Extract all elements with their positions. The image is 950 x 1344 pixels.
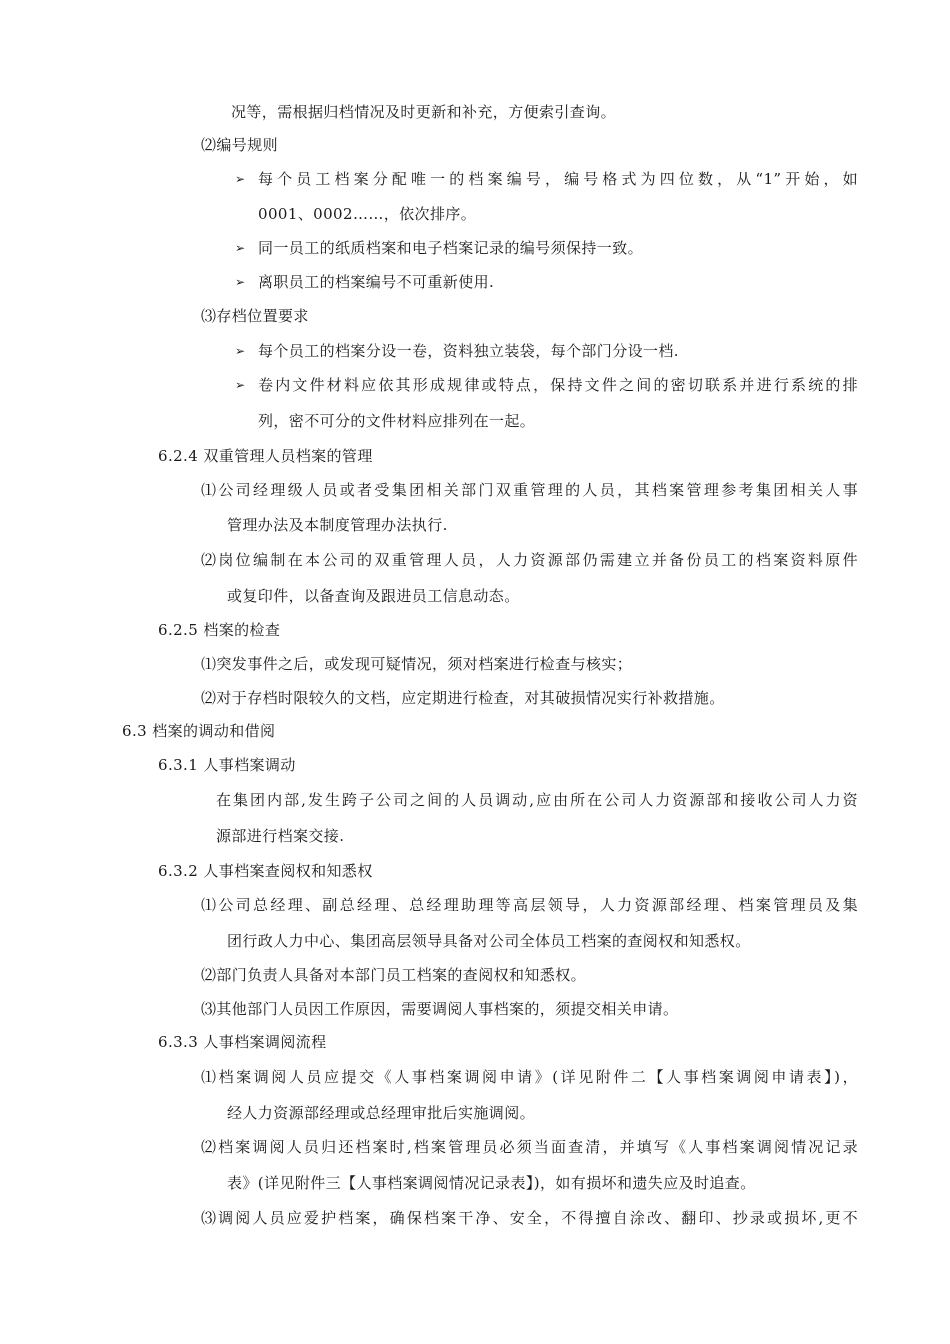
section-heading: 6.3.2 人事档案查阅权和知悉权 [158,862,373,880]
paragraph-line: 源部进行档案交接. [216,827,345,845]
bullet-line: 列，密不可分的文件材料应排列在一起。 [258,412,536,430]
subsection-heading: ⑵编号规则 [201,136,279,154]
arrow-bullet-icon: ➢ [235,241,246,255]
section-heading: 6.3.1 人事档案调动 [158,756,296,774]
arrow-bullet-icon: ➢ [235,344,246,358]
paragraph-line: ⑵岗位编制在本公司的双重管理人员，人力资源部仍需建立并备份员工的档案资料原件 [201,551,858,569]
arrow-bullet-icon: ➢ [235,275,246,289]
bullet-line: 卷内文件材料应依其形成规律或特点，保持文件之间的密切联系并进行系统的排 [258,376,858,394]
bullet-line: 每个员工的档案分设一卷，资料独立装袋，每个部门分设一档. [258,342,679,360]
paragraph-line: 管理办法及本制度管理办法执行. [227,516,448,534]
section-heading: 6.2.4 双重管理人员档案的管理 [158,447,373,465]
paragraph-line: 或复印件，以备查询及跟进员工信息动态。 [227,587,520,605]
paragraph-line: ⑶其他部门人员因工作原因，需要调阅人事档案的，须提交相关申请。 [201,1000,679,1018]
arrow-bullet-icon: ➢ [235,378,246,392]
section-heading: 6.3.3 人事档案调阅流程 [158,1033,327,1051]
paragraph-line: ⑴公司经理级人员或者受集团相关部门双重管理的人员，其档案管理参考集团相关人事 [201,481,858,499]
paragraph-line: 团行政人力中心、集团高层领导具备对公司全体员工档案的查阅权和知悉权。 [227,932,751,950]
arrow-bullet-icon: ➢ [235,172,246,186]
paragraph-line: ⑵档案调阅人员归还档案时,档案管理员必须当面查清，并填写《人事档案调阅情况记录 [201,1138,858,1156]
paragraph-line: ⑴档案调阅人员应提交《人事档案调阅申请》(详见附件二【人事档案调阅申请表】)， [201,1068,858,1086]
paragraph-line: ⑶调阅人员应爱护档案，确保档案干净、安全，不得擅自涂改、翻印、抄录或损坏,更不 [201,1209,858,1227]
paragraph-line: ⑴公司总经理、副总经理、总经理助理等高层领导，人力资源部经理、档案管理员及集 [201,896,858,914]
chapter-heading: 6.3 档案的调动和借阅 [122,722,276,740]
bullet-line: 同一员工的纸质档案和电子档案记录的编号须保持一致。 [258,239,644,257]
paragraph-line: 经人力资源部经理或总经理审批后实施调阅。 [227,1104,536,1122]
paragraph-line: ⑵部门负责人具备对本部门员工档案的查阅权和知悉权。 [201,966,587,984]
paragraph-line: 表》(详见附件三【人事档案调阅情况记录表】)，如有损坏和遗失应及时追查。 [227,1174,756,1192]
paragraph-line: ⑵对于存档时限较久的文档，应定期进行检查，对其破损情况实行补救措施。 [201,689,725,707]
paragraph-line: 况等，需根据归档情况及时更新和补充，方便索引查询。 [231,103,617,121]
bullet-line: 离职员工的档案编号不可重新使用. [258,273,495,291]
subsection-heading: ⑶存档位置要求 [201,307,309,325]
paragraph-line: 在集团内部,发生跨子公司之间的人员调动,应由所在公司人力资源部和接收公司人力资 [216,791,858,809]
section-heading: 6.2.5 档案的检查 [158,621,281,639]
bullet-line: 0001、0002……，依次排序。 [258,205,477,223]
bullet-line: 每个员工档案分配唯一的档案编号，编号格式为四位数，从“1”开始，如 [258,170,858,188]
paragraph-line: ⑴突发事件之后，或发现可疑情况，须对档案进行检查与核实； [201,655,633,673]
